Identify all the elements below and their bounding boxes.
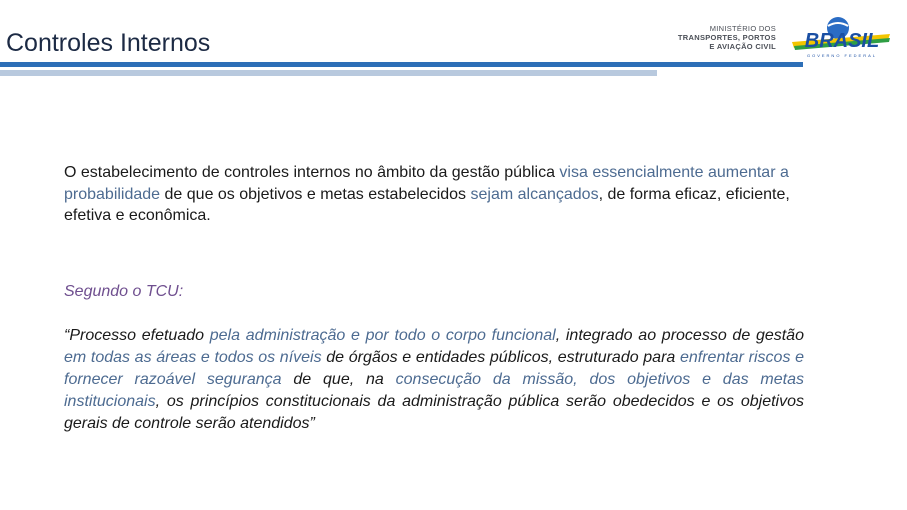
ministry-line2: TRANSPORTES, PORTOS [677, 33, 776, 42]
quote-highlight-2: em todas as áreas e todos os níveis [64, 349, 322, 366]
intro-text-3: , de forma eficaz, eficiente, efetiva e econômica. [64, 185, 790, 224]
quote-highlight-3: enfrentar riscos e fornecer razoável segurança [64, 349, 804, 388]
logo-text: BRASIL [804, 30, 880, 52]
brasil-government-logo [790, 10, 894, 60]
header-bar-light [0, 70, 657, 76]
ministry-line1: MINISTÉRIO DOS [709, 24, 776, 33]
ministry-logo [676, 24, 776, 51]
quote-text-1: “Processo efetuado [64, 327, 210, 344]
logo-tagline: GOVERNO FEDERAL [806, 53, 878, 58]
intro-highlight-1: visa essencialmente aumentar a probabilidade [64, 164, 789, 203]
quote-text-3: de órgãos e entidades públicos, estruturado para [321, 349, 680, 366]
quote-text-5: , os princípios constitucionais da administração pública serão obedecidos e os objetivos gerais de controle serão atendidos” [64, 393, 804, 432]
tcu-heading: Segundo o TCU: [64, 283, 184, 300]
quote-text-4: de que, na [281, 371, 396, 388]
quote-text-2: , integrado ao processo de gestão [555, 327, 804, 344]
intro-paragraph [64, 162, 809, 227]
intro-text-1: O estabelecimento de controles internos no âmbito da gestão pública [64, 164, 560, 181]
tcu-quote [64, 325, 804, 435]
quote-highlight-1: pela administração e por todo o corpo funcional [209, 327, 556, 344]
intro-text-2: de que os objetivos e metas estabelecidos [160, 185, 471, 203]
quote-highlight-4: consecução da missão, dos objetivos e das metas institucionais [64, 371, 805, 410]
page-title: Controles Internos [6, 29, 211, 57]
ministry-line3: E AVIAÇÃO CIVIL [709, 42, 776, 51]
intro-highlight-2: sejam alcançados [470, 185, 599, 203]
header-bar-dark [0, 62, 803, 67]
